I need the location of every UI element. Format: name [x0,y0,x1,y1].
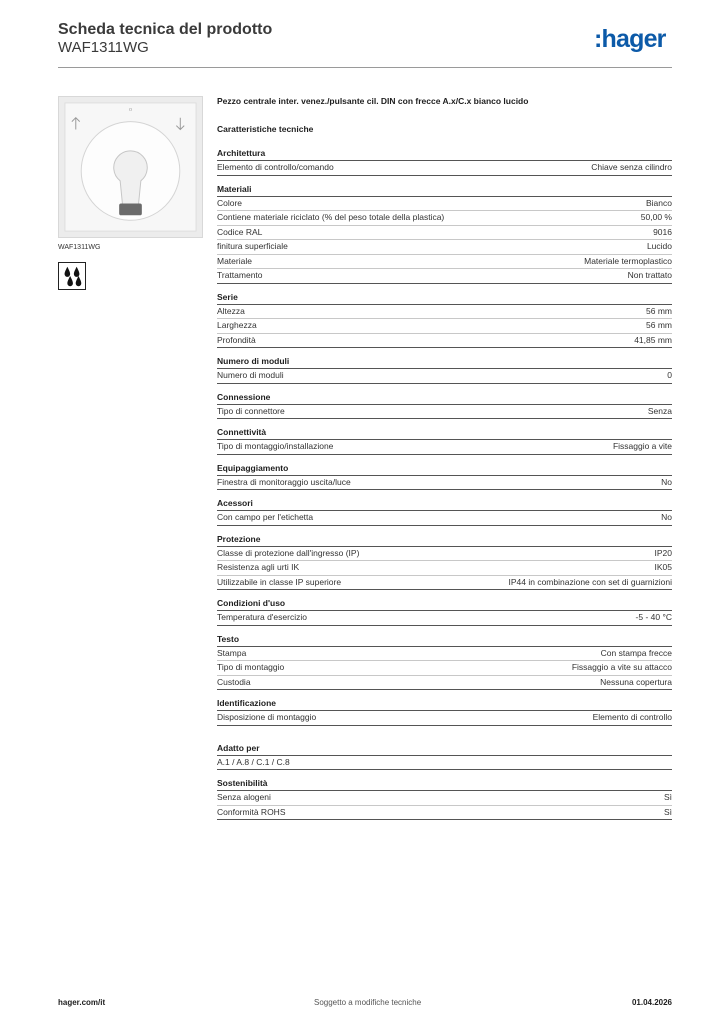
spec-row [217,269,672,284]
section-title: Identificazione [217,698,672,711]
spec-label: Altezza [217,305,245,316]
spec-value: No [661,512,672,522]
spec-section [217,292,672,349]
spec-value: Elemento di controllo [592,712,672,722]
spec-value: IP44 in combinazione con set di guarnizioni [508,576,672,587]
spec-label: Conformità ROHS [217,806,286,817]
spec-sections [217,148,672,726]
spec-label: finitura superficiale [217,241,288,251]
spec-section [217,698,672,726]
spec-label: Con campo per l'etichetta [217,512,314,522]
spec-row [217,791,672,806]
spec-value: Senza [647,405,672,416]
footer-site-link[interactable]: hager.com/it [58,998,106,1007]
spec-value: -5 - 40 °C [635,612,672,622]
section-title: Connettività [217,427,672,440]
spec-section [217,634,672,691]
page-title: Scheda tecnica del prodotto [58,21,273,38]
section-title: Equipaggiamento [217,463,672,476]
spec-label: Numero di moduli [217,370,284,380]
spec-row [217,226,672,241]
footer-note: Soggetto a modifiche tecniche [314,998,422,1007]
section-title: Protezione [217,534,672,547]
spec-value: Nessuna copertura [600,676,672,687]
spec-value: No [661,476,672,487]
spec-row [217,676,672,691]
spec-label: Colore [217,197,243,208]
spec-section [217,427,672,455]
spec-label: Disposizione di montaggio [217,712,317,722]
spec-section [217,356,672,384]
spec-row [217,161,672,176]
spec-value: 9016 [653,226,672,237]
spec-row [217,756,672,771]
section-title: Condizioni d'uso [217,598,672,611]
spec-value: 50,00 % [640,212,672,222]
svg-text:o: o [128,106,133,113]
spec-value: IP20 [654,547,672,558]
spec-value: 56 mm [646,320,672,330]
spec-value: Sì [663,806,672,817]
spec-label: Utilizzabile in classe IP superiore [217,576,342,587]
spec-value: Fissaggio a vite su attacco [571,662,672,672]
key-switch-cover-image [58,96,203,238]
spec-row [217,211,672,226]
header-divider [58,67,672,68]
spec-label: Contiene materiale riciclato (% del peso totale della plastica) [217,212,445,222]
spec-label: Tipo di montaggio [217,662,285,672]
section-title: Connessione [217,392,672,405]
spec-row [217,547,672,562]
spec-value: Chiave senza cilindro [591,162,672,172]
spec-row [217,661,672,676]
spec-row [217,647,672,662]
section-title: Numero di moduli [217,356,672,369]
spec-label: Materiale [217,255,252,266]
spec-row [217,405,672,420]
spec-row [217,611,672,626]
spec-label: Custodia [217,676,251,687]
spec-value: Bianco [646,197,672,208]
spec-section [217,498,672,526]
spec-row [217,240,672,255]
spec-row [217,511,672,526]
spec-label: Profondità [217,334,256,345]
footer-date: 01.04.2026 [631,998,672,1007]
characteristics-title: Caratteristiche tecniche [217,124,314,134]
spec-label: Finestra di monitoraggio uscita/luce [217,476,351,487]
spec-row [217,561,672,576]
spec-value: Sì [663,792,672,802]
spec-label: Temperatura d'esercizio [217,612,307,622]
spec-row [217,305,672,320]
spec-row [217,334,672,349]
spec-row [217,319,672,334]
spec-row [217,476,672,491]
spec-value: 41,85 mm [634,334,672,345]
product-code: WAF1311WG [58,39,149,56]
spec-section [217,184,672,284]
spec-label: Senza alogeni [217,792,271,802]
spec-section [217,392,672,420]
spec-value: Fissaggio a vite [612,441,672,451]
spec-value: 0 [667,370,672,380]
section-title: Materiali [217,184,672,197]
spec-value: 56 mm [646,305,672,316]
spec-label: Classe di protezione dall'ingresso (IP) [217,547,360,558]
spec-section [217,598,672,626]
spec-label: Trattamento [217,270,263,280]
spec-label: Larghezza [217,320,257,330]
spec-value: IK05 [654,562,672,572]
spec-row [217,576,672,591]
spec-label: Resistenza agli urti IK [217,562,300,572]
spec-section [217,148,672,176]
spec-row [217,711,672,726]
spec-row [217,369,672,384]
sustainability-section [217,778,672,820]
spec-value: Con stampa frecce [600,647,672,658]
section-title: Serie [217,292,672,305]
spec-content [217,95,672,828]
spec-label: Stampa [217,647,247,658]
spec-label: Tipo di connettore [217,405,285,416]
hager-logo: :hager [594,25,666,53]
section-title: Adatto per [217,743,672,756]
spec-section [217,534,672,591]
product-description: Pezzo centrale inter. venez./pulsante cil. DIN con frecce A.x/C.x bianco lucido [217,96,529,106]
spec-value: Materiale termoplastico [584,255,672,266]
spec-label: Tipo di montaggio/installazione [217,441,334,451]
spec-section [217,463,672,491]
spec-value: Non trattato [627,270,672,280]
spec-row [217,255,672,270]
spec-label: Elemento di controllo/comando [217,162,334,172]
section-title: Architettura [217,148,672,161]
image-caption: WAF1311WG [58,244,101,251]
section-title: Testo [217,634,672,647]
spec-row [217,806,672,821]
spec-value: A.1 / A.8 / C.1 / C.8 [217,756,290,767]
suitable-section [217,743,672,771]
spec-label: Codice RAL [217,226,263,237]
spec-row [217,197,672,212]
section-title: Sostenibilità [217,778,672,791]
section-title: Acessori [217,498,672,511]
spec-value: Lucido [646,241,672,251]
water-drops-icon [58,262,86,290]
spec-row [217,440,672,455]
